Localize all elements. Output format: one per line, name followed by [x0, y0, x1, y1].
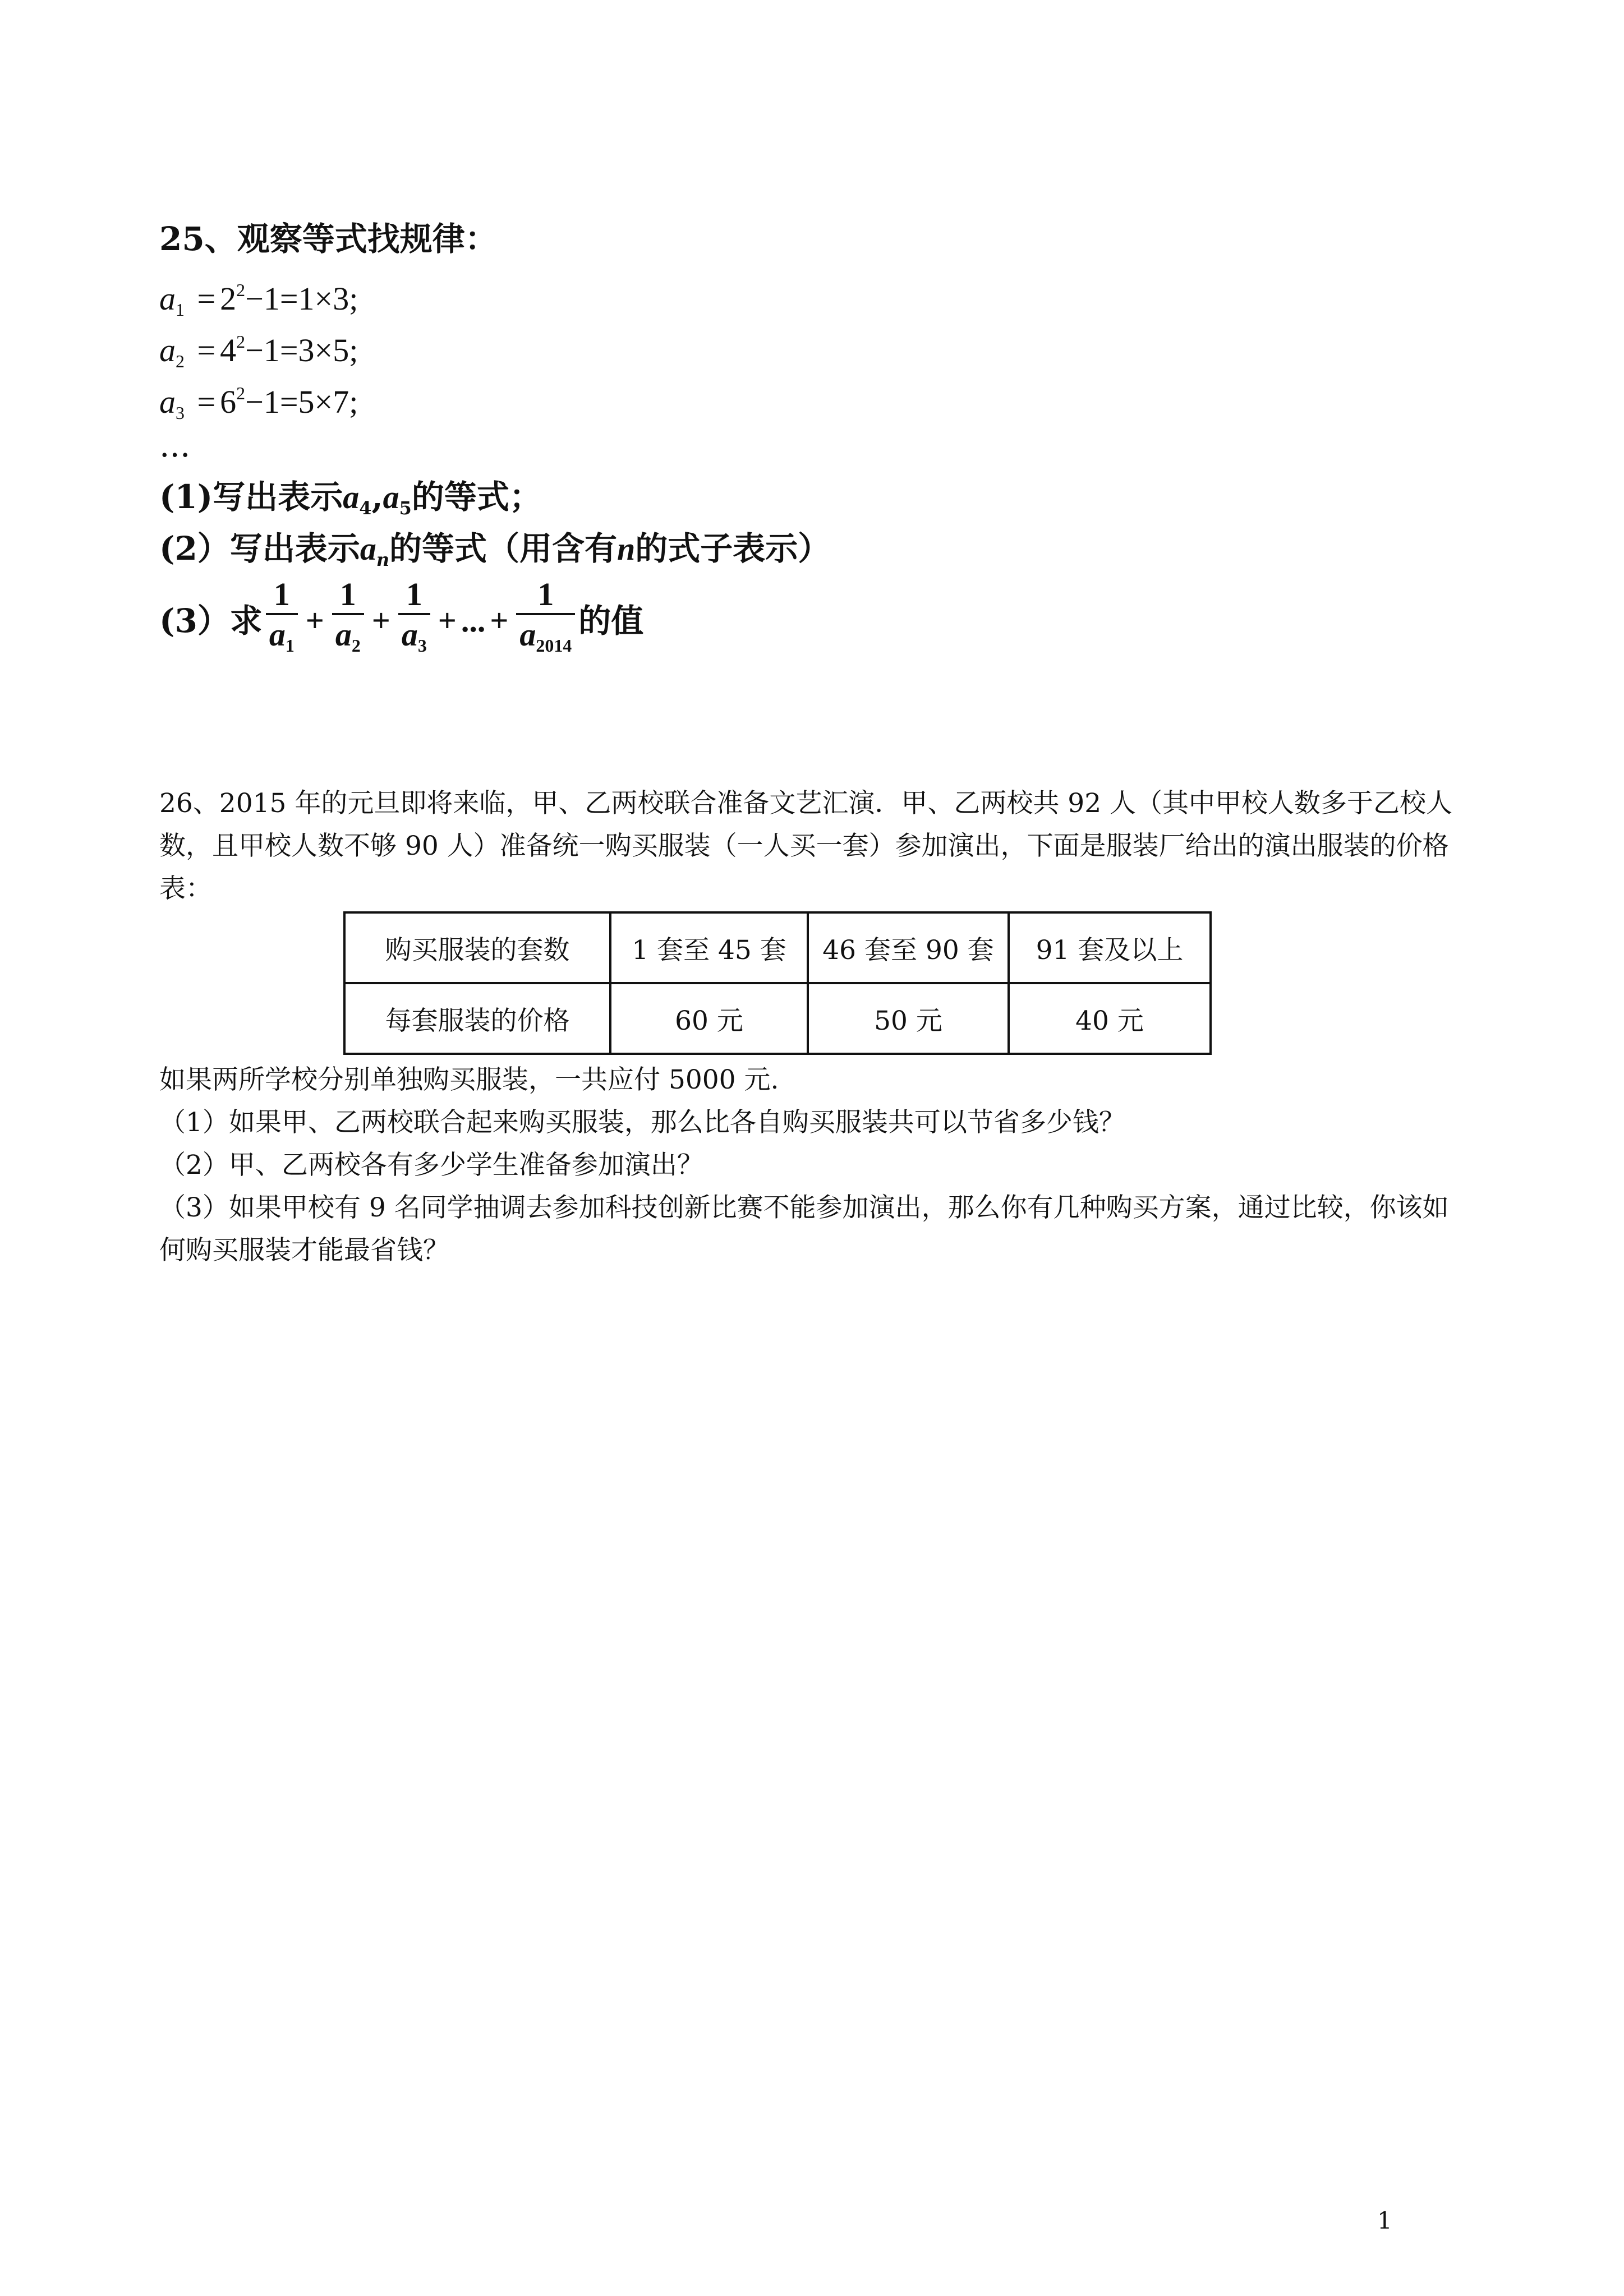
- q25-part-1: (1)写出表示$a_4,a_5$的等式；: [159, 478, 542, 519]
- q25-equation-2: $a_2 = 4^2-1=3\times 5$;: [159, 331, 358, 372]
- table-cell: 91 套及以上: [1009, 912, 1211, 983]
- table-cell: 40 元: [1009, 983, 1211, 1054]
- q26-note: 如果两所学校分别单独购买服装，一共应付 5000 元.: [159, 1064, 779, 1095]
- q26-intro-text: 26、2015 年的元旦即将来临，甲、乙两校联合准备文艺汇演．甲、乙两校共 92 人（其中甲校人数多于乙校人数，且甲校人数不够 90 人）准备统一购买服装（一人买一套）参加演出，下面是服装厂给出的演出服装的价格表：: [159, 788, 1453, 904]
- fraction-3: $\frac{1}{a_3}$: [398, 576, 430, 666]
- table-cell: 每套服装的价格: [344, 983, 610, 1054]
- table-cell: 50 元: [808, 983, 1009, 1054]
- table-cell: 46 套至 90 套: [808, 912, 1009, 983]
- price-table: [343, 911, 1212, 1055]
- q26-question-2: （2）甲、乙两校各有多少学生准备参加演出？: [159, 1150, 703, 1181]
- fraction-2: $\frac{1}{a_2}$: [332, 576, 364, 666]
- q25-equation-3: $a_3 = 6^2-1=5\times 7$;: [159, 383, 358, 423]
- table-cell: 60 元: [610, 983, 808, 1054]
- q26-question-3: （3）如果甲校有 9 名同学抽调去参加科技创新比赛不能参加演出，那么你有几种购买方案，通过比较，你该如何购买服装才能最省钱？: [159, 1192, 1449, 1266]
- question-25: [159, 213, 830, 663]
- q25-part-3: (3）求 $\frac{1}{a_1}$ + $\frac{1}{a_2}$ + $\frac{1}{a_3}$ + ... + $\frac{1}{a_{2014}}$ 的值: [159, 579, 830, 663]
- question-26-body: [159, 1059, 1466, 1272]
- table-cell: 购买服装的套数: [344, 912, 610, 983]
- q25-title: 25、观察等式找规律：: [159, 220, 498, 258]
- fraction-last: $\frac{1}{a_{2014}}$: [516, 576, 575, 666]
- question-26-intro: [159, 782, 1466, 910]
- q26-question-1: （1）如果甲、乙两校联合起来购买服装，那么比各自购买服装共可以节省多少钱？: [159, 1107, 1125, 1138]
- page-number: 1: [1377, 2207, 1392, 2234]
- q25-ellipsis: ...: [159, 426, 191, 464]
- q25-equation-1: $a_1 = 2^2-1=1\times 3$;: [159, 280, 358, 320]
- table-row: [344, 983, 1211, 1054]
- fraction-1: $\frac{1}{a_1}$: [266, 576, 298, 666]
- q25-part-2: (2）写出表示$a_n$的等式（用含有n的式子表示）: [159, 529, 831, 571]
- table-row: [344, 912, 1211, 983]
- table-cell: 1 套至 45 套: [610, 912, 808, 983]
